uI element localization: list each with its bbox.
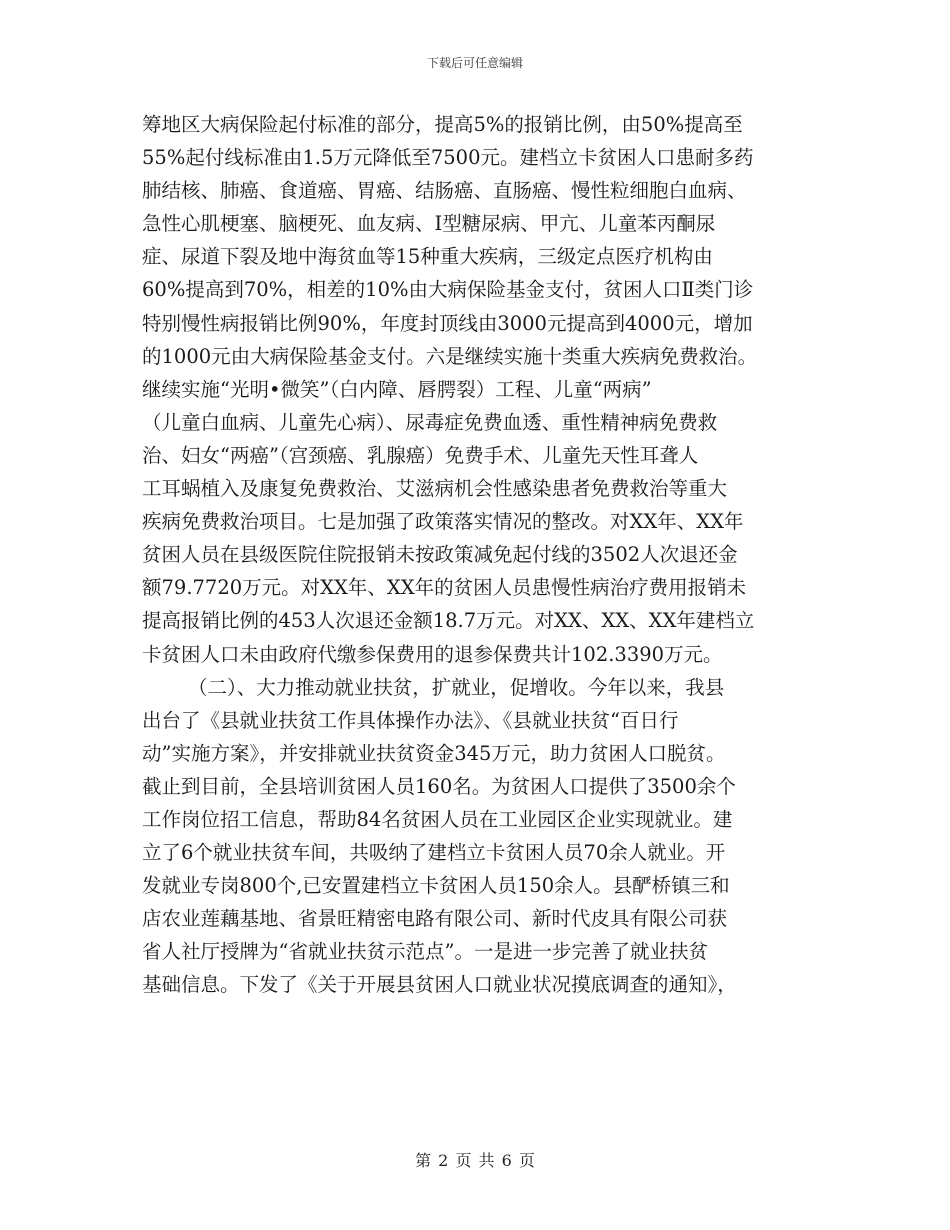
text-line: 60%提高到70%，相差的10%由大病保险基金支付，贫困人口Ⅱ类门诊 — [142, 278, 754, 302]
text-line: 截止到目前，全县培训贫困人员160名。为贫困人口提供了3500余个 — [142, 774, 736, 798]
text-line: 省人社厅授牌为“省就业扶贫示范点”。一是进一步完善了就业扶贫 — [142, 940, 708, 964]
text-line: 特别慢性病报销比例90%，年度封顶线由3000元提高到4000元，增加 — [142, 311, 753, 335]
text-line: 症、尿道下裂及地中海贫血等15种重大疾病，三级定点医疗机构由 — [142, 245, 713, 269]
text-line: 治、妇女“两癌”（宫颈癌、乳腺癌）免费手术、儿童先天性耳聋人 — [142, 443, 699, 467]
text-line: 提高报销比例的453人次退还金额18.7万元。对XX、XX、XX年建档立 — [142, 609, 755, 633]
text-line: 贫困人员在县级医院住院报销未按政策减免起付线的3502人次退还金 — [142, 543, 738, 567]
text-line: 基础信息。下发了《关于开展县贫困人口就业状况摸底调查的通知》， — [142, 973, 737, 997]
text-line: 工耳蜗植入及康复免费救治、艾滋病机会性感染患者免费救治等重大 — [142, 477, 728, 501]
text-line: 额79.7720万元。对XX年、XX年的贫困人员患慢性病治疗费用报销未 — [142, 576, 747, 600]
text-line: 继续实施“光明•微笑”（白内障、唇腭裂）工程、儿童“两病” — [142, 377, 652, 401]
text-line: 筹地区大病保险起付标准的部分，提高5%的报销比例，由50%提高至 — [142, 113, 743, 136]
text-line: 肺结核、肺癌、食道癌、胃癌、结肠癌、直肠癌、慢性粒细胞白血病、 — [142, 179, 747, 203]
text-line: 出台了《县就业扶贫工作具体操作办法》、《县就业扶贫“百日行 — [142, 708, 679, 732]
text-line: 疾病免费救治项目。七是加强了政策落实情况的整改。对XX年、XX年 — [142, 510, 744, 534]
paragraph-start-line: （二）、大力推动就业扶贫，扩就业，促增收。今年以来，我县 — [188, 675, 725, 699]
text-line: 动”实施方案》，并安排就业扶贫资金345万元，助力贫困人口脱贫。 — [142, 741, 726, 765]
text-line: 发就业专岗800个,已安置建档立卡贫困人员150余人。县酽桥镇三和 — [142, 874, 730, 898]
page-header-note: 下载后可任意编辑 — [426, 56, 523, 70]
text-line: 工作岗位招工信息，帮助84名贫困人员在工业园区企业实现就业。建 — [142, 807, 733, 831]
text-line: 急性心肌梗塞、脑梗死、血友病、Ⅰ型糖尿病、甲亢、儿童苯丙酮尿 — [142, 212, 716, 236]
text-line: 卡贫困人口未由政府代缴参保费用的退参保费共计102.3390万元。 — [142, 642, 723, 666]
text-line: 的1000元由大病保险基金支付。六是继续实施十类重大疾病免费救治。 — [142, 344, 758, 368]
page-number: 第 2 页 共 6 页 — [415, 1151, 535, 1170]
text-line: 店农业莲藕基地、省景旺精密电路有限公司、新时代皮具有限公司获 — [142, 907, 728, 931]
text-line: 立了6个就业扶贫车间，共吸纳了建档立卡贫困人员70余人就业。开 — [142, 841, 726, 865]
text-line: （儿童白血病、儿童先心病）、尿毒症免费血透、重性精神病免费救 — [142, 410, 718, 434]
text-line: 55%起付线标准由1.5万元降低至7500元。建档立卡贫困人口患耐多药 — [142, 146, 754, 170]
document-body — [142, 108, 814, 1002]
